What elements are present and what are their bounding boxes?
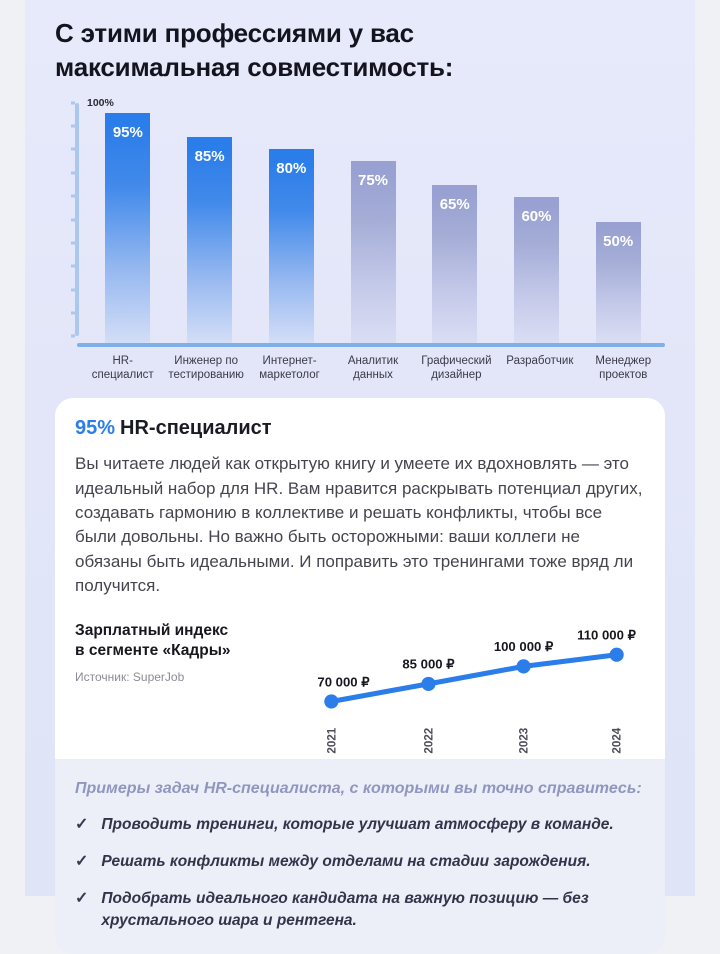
bar-column [87,101,169,343]
results-panel [25,0,695,930]
examples-heading: Примеры задач HR-специалиста, с которыми вы точно справитесь: [75,779,642,797]
task-text: Решать конфликты между отделами на стадии зарождения. [101,853,591,871]
bar-category-label: Графический дизайнер [421,354,492,381]
salary-point [421,677,435,691]
bar-column [577,101,659,343]
bar-value-label: 60% [521,208,552,226]
bar-category-label: HR-специалист [91,354,154,381]
y-axis-tick [71,265,75,268]
result-description: Вы читаете людей как открытую книгу и умеете их вдохновлять — это идеальный набор для HR. Вам нравится раскрывать потенциал других, создавать гармонию в коллективе и решать конфликты, чтобы все были довольны. Но важно быть осторожными: ваши коллеги не обязаны быть идеальными. И поправить это тренингами тоже вряд ли получится. [75,454,643,595]
bar [187,137,232,343]
bar [105,113,150,343]
y-axis-tick [71,312,75,315]
bar-value-label: 85% [194,147,225,165]
page-title [55,16,665,85]
salary-line-chart [301,615,645,757]
bar [514,197,559,342]
salary-point [610,648,624,662]
y-axis-max-label: 100% [87,96,114,109]
bar-category-label: Менеджер проектов [595,354,652,381]
bar [596,222,641,343]
check-icon: ✓ [75,816,89,834]
y-axis-tick [71,171,75,174]
bar-column [169,101,251,343]
y-axis-tick [71,148,75,151]
salary-point [324,695,338,709]
task-item [75,851,645,873]
y-axis-tick [71,195,75,198]
bar-value-label: 80% [276,160,307,178]
bar-value-label: 65% [439,196,470,214]
compatibility-bar-chart [55,96,665,383]
y-axis-tick [71,241,75,244]
salary-year-label: 2021 [325,727,339,754]
result-profession: HR-специалист [120,417,272,440]
bar-column [496,101,578,343]
result-percent: 95% [75,417,116,440]
salary-title-line1: Зарплатный индекс [75,622,229,640]
bar [432,185,477,342]
salary-value-label: 110 000 ₽ [577,627,636,643]
bar-column [332,101,414,343]
bar-chart-y-axis [75,103,79,337]
y-axis-tick [71,288,75,291]
salary-point [517,659,531,673]
result-heading [75,417,645,440]
task-text: Подобрать идеального кандидата на важную позицию — без хрустального шара и рентгена. [101,890,589,930]
bar-value-label: 50% [603,232,634,250]
examples-list [75,814,645,932]
bar-value-label: 95% [112,123,143,141]
result-card [55,398,665,954]
bar [351,161,396,343]
result-card-top [55,398,665,758]
page-title-line2: максимальная совместимость: [55,52,454,83]
examples-section [55,759,665,954]
bar-chart-columns [77,101,665,343]
check-icon: ✓ [75,890,89,908]
salary-value-label: 70 000 ₽ [317,674,370,690]
bar-column [414,101,496,343]
y-axis-tick [71,125,75,128]
salary-title [75,621,301,661]
y-axis-tick [71,218,75,221]
check-icon: ✓ [75,853,89,871]
salary-line [331,655,616,702]
bar [269,149,314,343]
salary-value-label: 85 000 ₽ [402,656,455,672]
salary-year-label: 2022 [422,727,436,754]
task-item [75,888,645,932]
bar-category-label: Инженер по тестированию [168,354,244,381]
salary-index-block [75,615,645,757]
bar-category-label: Аналитик данных [347,354,399,381]
salary-source: Источник: SuperJob [75,670,185,685]
page-title-line1: С этими профессиями у вас [55,18,414,48]
salary-value-label: 100 000 ₽ [493,639,554,655]
bar-category-label: Разработчик [506,354,574,367]
salary-year-label: 2024 [610,727,624,754]
salary-year-label: 2023 [517,727,531,754]
bar-column [250,101,332,343]
bar-chart-xlabels [77,347,665,383]
task-item [75,814,645,836]
salary-title-line2: в сегменте «Кадры» [75,642,231,660]
y-axis-tick [71,101,75,104]
task-text: Проводить тренинги, которые улучшат атмосферу в команде. [101,816,614,834]
salary-chart-block [301,615,645,757]
salary-label-block [75,615,301,684]
bar-value-label: 75% [358,172,389,190]
bar-category-label: Интернет-маркетолог [259,354,320,381]
y-axis-tick [71,335,75,338]
